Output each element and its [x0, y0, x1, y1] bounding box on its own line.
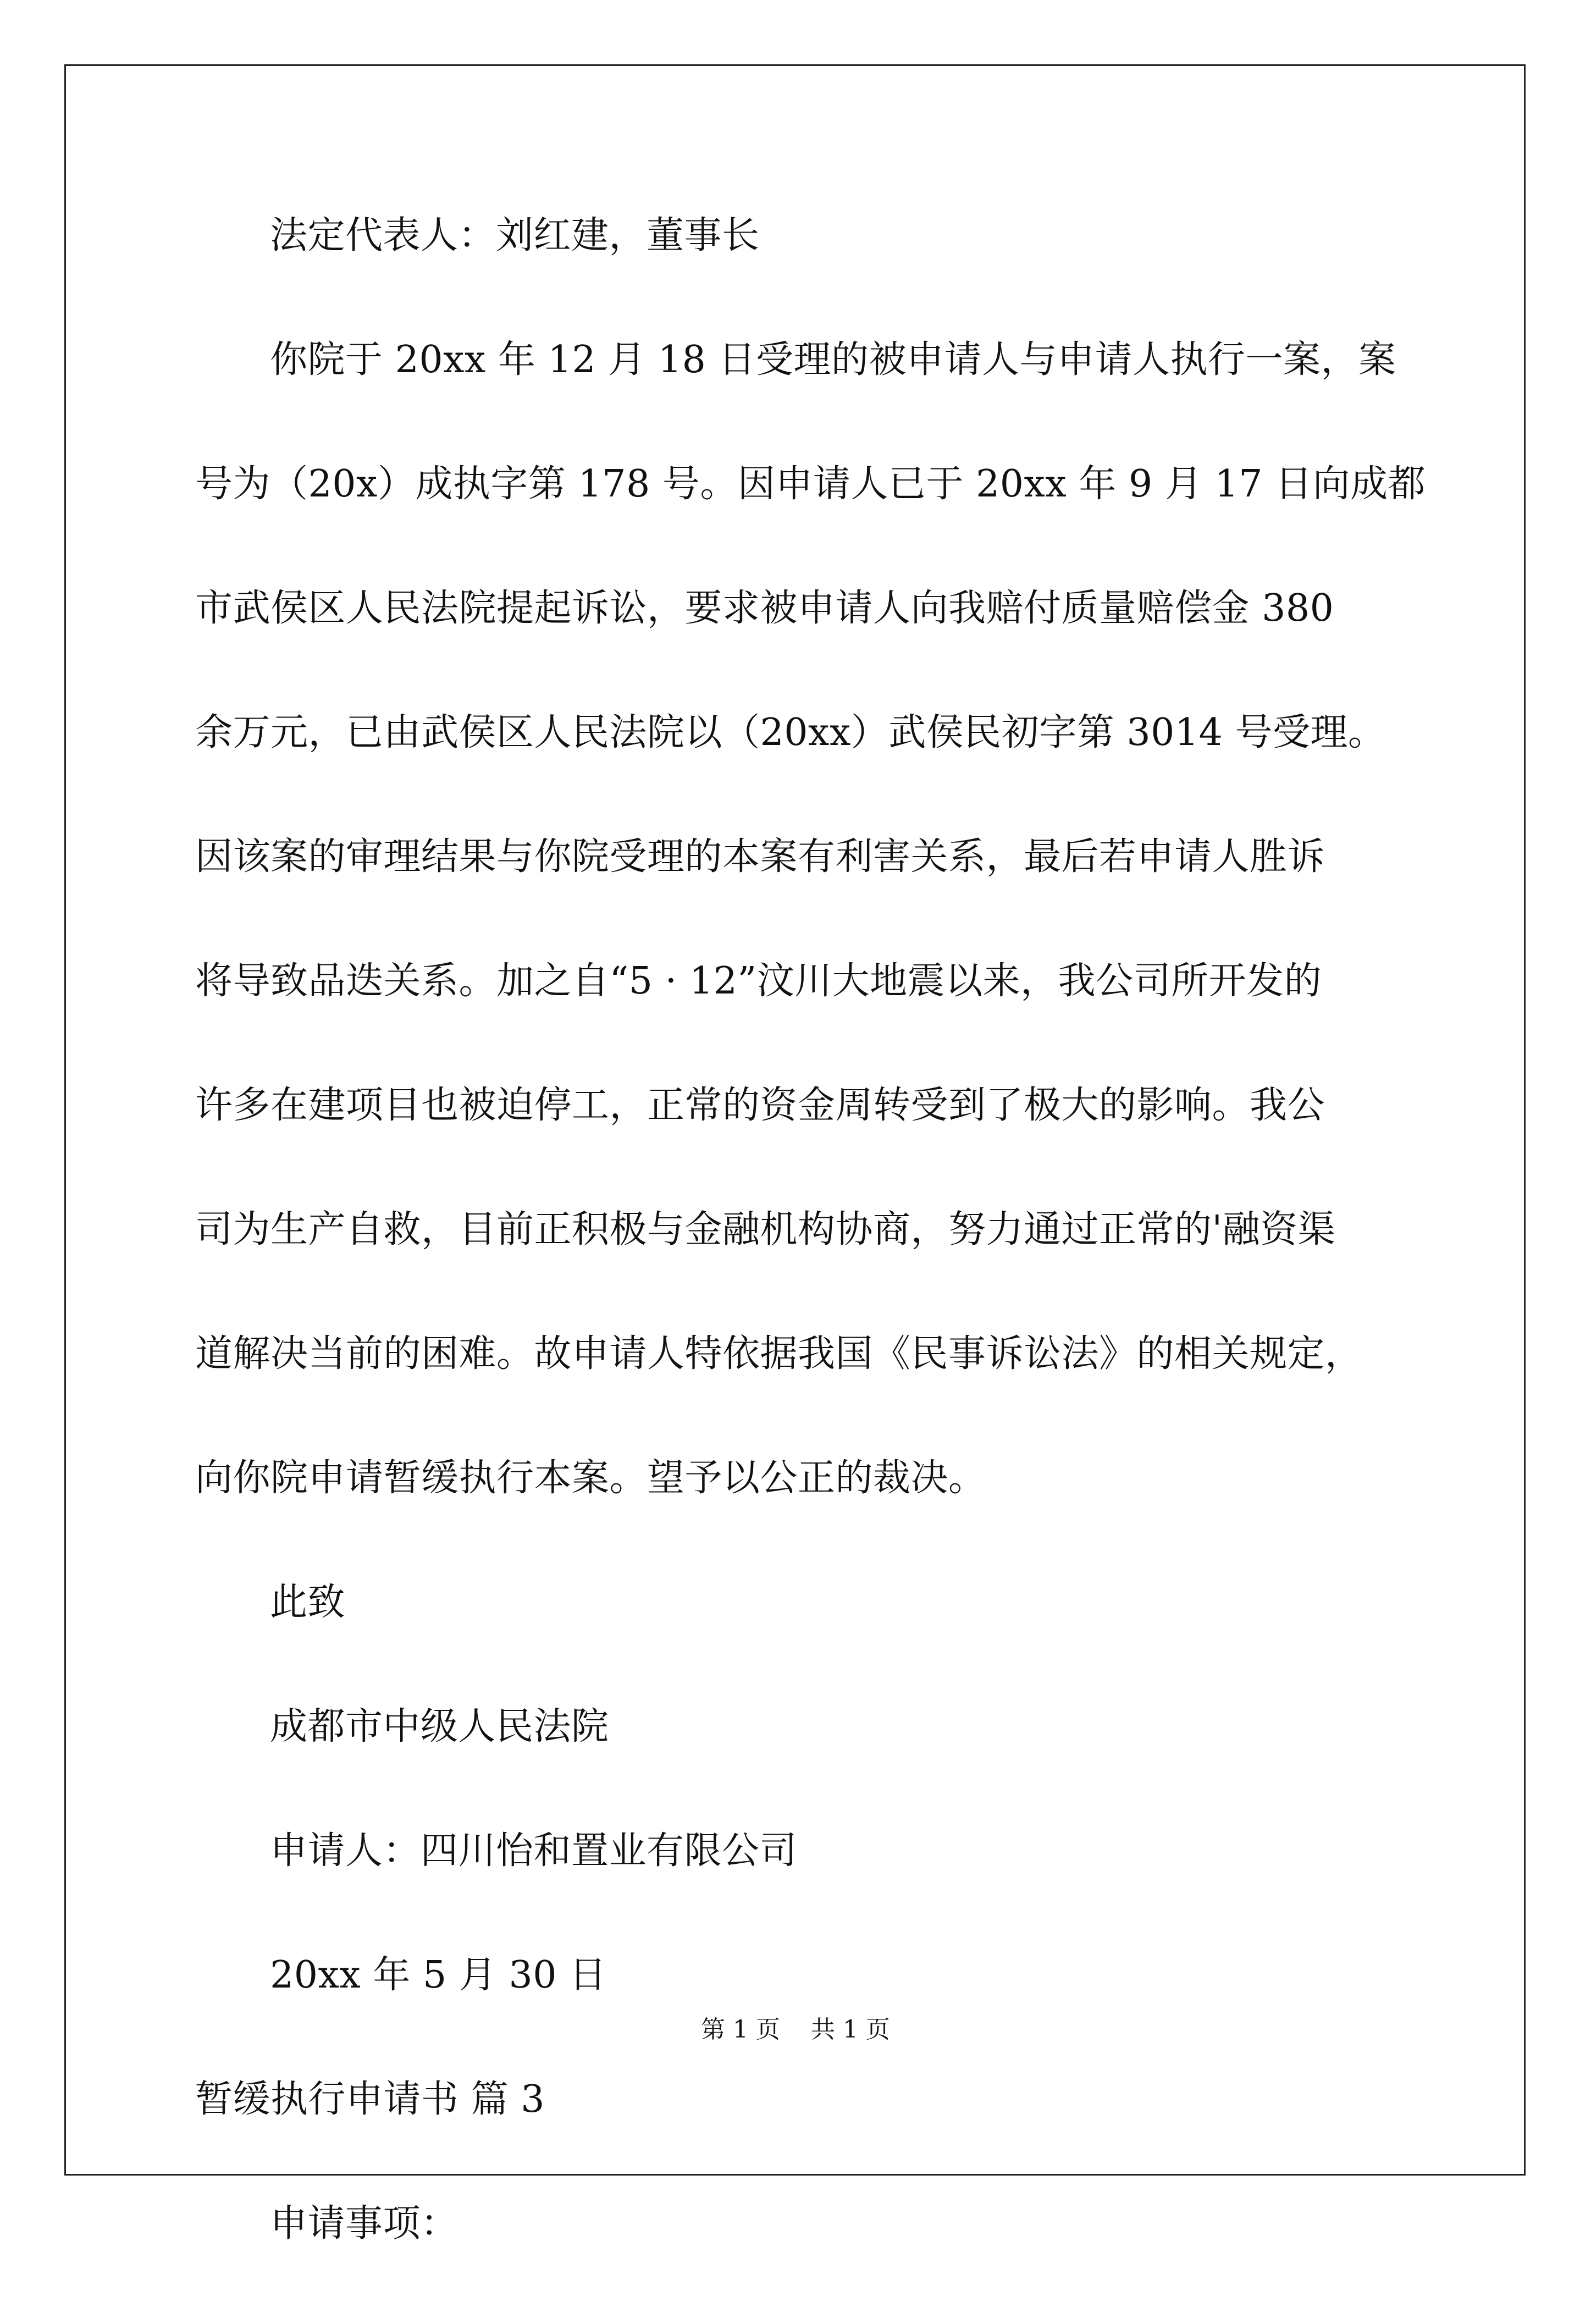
body-line: [195, 1330, 1399, 1454]
body-line: [195, 957, 1399, 1081]
applicant-line: [195, 1827, 1399, 1951]
body-line: [195, 336, 1399, 460]
addressee-line: [195, 1703, 1399, 1827]
date-text: 20xx 年 5 月 30 日: [270, 1953, 607, 1997]
body-line: [195, 1454, 1399, 1578]
body-line-text: 将导致品迭关系。加之自“5 · 12”汶川大地震以来，我公司所开发的: [195, 959, 1322, 1003]
applicant-text: 申请人：四川怡和置业有限公司: [270, 1829, 798, 1873]
body-line-text: 你院于 20xx 年 12 月 18 日受理的被申请人与申请人执行一案，案: [270, 338, 1396, 382]
body-line-text: 道解决当前的困难。故申请人特依据我国《民事诉讼法》的相关规定，: [195, 1332, 1363, 1376]
body-line: [195, 584, 1399, 709]
body-line-text: 余万元，已由武侯区人民法院以（20xx）武侯民初字第 3014 号受理。: [195, 711, 1386, 754]
body-line-text: 许多在建项目也被迫停工，正常的资金周转受到了极大的影响。我公: [195, 1084, 1325, 1127]
addressee-text: 成都市中级人民法院: [270, 1705, 609, 1748]
legal-representative-text: 法定代表人：刘红建，董事长: [270, 214, 760, 257]
items-label-line: [195, 2200, 1399, 2324]
body-line: [195, 1081, 1399, 1206]
body-line-text: 市武侯区人民法院提起诉讼，要求被申请人向我赔付质量赔偿金 380: [195, 587, 1334, 630]
document-body: [195, 212, 1426, 2324]
section-heading: [195, 2075, 1399, 2200]
body-line: [195, 833, 1399, 957]
body-line-text: 向你院申请暂缓执行本案。望予以公正的裁决。: [195, 1456, 986, 1500]
page-footer: 第 1 页 共 1 页: [701, 2016, 890, 2044]
body-line-text: 因该案的审理结果与你院受理的本案有利害关系，最后若申请人胜诉: [195, 835, 1325, 879]
salutation-text: 此致: [270, 1581, 346, 1624]
body-line-text: 司为生产自救，目前正积极与金融机构协商，努力通过正常的'融资渠: [195, 1208, 1336, 1251]
items-label-text: 申请事项：: [270, 2202, 458, 2245]
section-heading-text: 暂缓执行申请书 篇 3: [195, 2078, 545, 2121]
body-line-text: 号为（20x）成执字第 178 号。因申请人已于 20xx 年 9 月 17 日向成都: [195, 462, 1426, 506]
body-line: [195, 1206, 1399, 1330]
salutation-line: [195, 1578, 1399, 1703]
body-line: [195, 460, 1426, 584]
body-line: [195, 709, 1399, 833]
legal-representative-line: [195, 212, 1399, 336]
